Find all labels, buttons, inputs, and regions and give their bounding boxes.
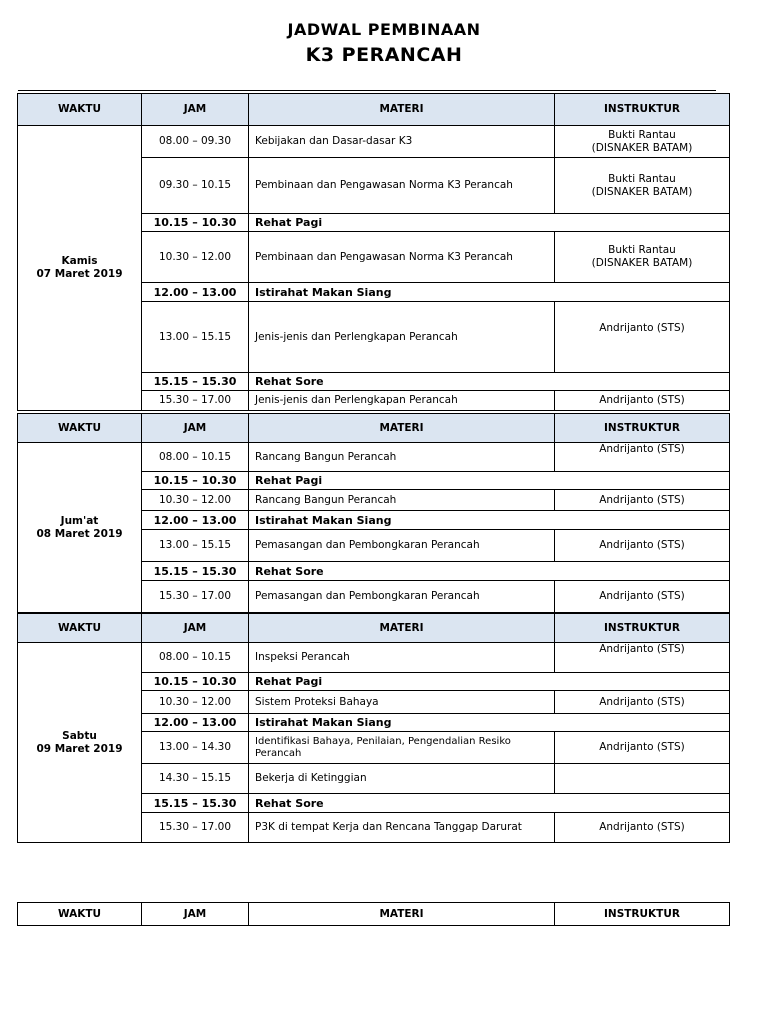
day-date: 07 Maret 2019 <box>36 268 123 280</box>
instruktur-cell: Andrijanto (STS) <box>555 391 730 411</box>
jam-cell: 15.30 – 17.00 <box>142 391 249 411</box>
jam-cell: 12.00 – 13.00 <box>142 511 249 530</box>
instruktur-cell <box>555 158 730 214</box>
day-date: 09 Maret 2019 <box>36 742 123 755</box>
break-label: Istirahat Makan Siang <box>249 511 730 530</box>
jam-cell: 08.00 – 09.30 <box>142 126 249 158</box>
jam-cell: 10.30 – 12.00 <box>142 691 249 714</box>
jam-cell: 08.00 – 10.15 <box>142 443 249 472</box>
jam-cell: 09.30 – 10.15 <box>142 158 249 214</box>
schedule-table-day-1 <box>17 93 730 411</box>
document-subtitle: K3 PERANCAH <box>305 44 463 66</box>
header-instruktur: INSTRUKTUR <box>555 614 730 643</box>
instruktur-name: Bukti Rantau <box>608 128 676 141</box>
day-cell <box>18 643 142 843</box>
day-cell <box>18 126 142 411</box>
materi-cell: Identifikasi Bahaya, Penilaian, Pengendalian Resiko Perancah <box>249 732 555 764</box>
day-name: Kamis <box>61 255 98 267</box>
jam-cell: 15.15 – 15.30 <box>142 373 249 391</box>
break-label: Rehat Pagi <box>249 673 730 691</box>
materi-cell: P3K di tempat Kerja dan Rencana Tanggap Darurat <box>249 813 555 843</box>
header-materi: MATERI <box>249 903 555 926</box>
table-header-row <box>18 414 730 443</box>
header-waktu: WAKTU <box>18 414 142 443</box>
jam-cell: 10.15 – 10.30 <box>142 673 249 691</box>
table-header-row <box>18 903 730 926</box>
header-waktu: WAKTU <box>18 903 142 926</box>
day-name: Jum'at <box>60 514 99 527</box>
header-jam: JAM <box>142 614 249 643</box>
jam-cell: 08.00 – 10.15 <box>142 643 249 673</box>
jam-cell: 10.30 – 12.00 <box>142 490 249 511</box>
day-cell <box>18 443 142 613</box>
break-label: Rehat Sore <box>249 562 730 581</box>
jam-cell: 14.30 – 15.15 <box>142 764 249 794</box>
break-label: Rehat Sore <box>249 794 730 813</box>
instruktur-name: Bukti Rantau <box>608 172 676 185</box>
schedule-table-day-3 <box>17 613 730 843</box>
instruktur-cell: Andrijanto (STS) <box>555 643 730 673</box>
table-row <box>18 126 730 158</box>
document-title: JADWAL PEMBINAAN <box>287 20 481 39</box>
jam-cell: 10.30 – 12.00 <box>142 232 249 283</box>
header-jam: JAM <box>142 414 249 443</box>
header-materi: MATERI <box>249 94 555 126</box>
materi-cell: Rancang Bangun Perancah <box>249 443 555 472</box>
day-date: 08 Maret 2019 <box>36 527 123 540</box>
table-header-row <box>18 94 730 126</box>
schedule-table-next <box>17 902 730 926</box>
break-label: Rehat Pagi <box>249 472 730 490</box>
schedule-table-day-2 <box>17 413 730 613</box>
materi-cell: Bekerja di Ketinggian <box>249 764 555 794</box>
instruktur-cell <box>555 232 730 283</box>
jam-cell: 12.00 – 13.00 <box>142 283 249 302</box>
materi-cell: Pembinaan dan Pengawasan Norma K3 Perancah <box>249 158 555 214</box>
table-row <box>18 643 730 673</box>
day-name: Sabtu <box>62 729 97 742</box>
jam-cell: 15.15 – 15.30 <box>142 794 249 813</box>
instruktur-name: Bukti Rantau <box>608 244 676 256</box>
instruktur-cell: Andrijanto (STS) <box>555 691 730 714</box>
header-instruktur: INSTRUKTUR <box>555 94 730 126</box>
jam-cell: 15.30 – 17.00 <box>142 813 249 843</box>
break-label: Rehat Pagi <box>249 214 730 232</box>
instruktur-cell <box>555 764 730 794</box>
instruktur-org: (DISNAKER BATAM) <box>591 141 693 154</box>
instruktur-cell <box>555 126 730 158</box>
instruktur-org: (DISNAKER BATAM) <box>591 185 693 198</box>
instruktur-cell: Andrijanto (STS) <box>555 443 730 472</box>
jam-cell: 13.00 – 15.15 <box>142 302 249 373</box>
instruktur-cell: Andrijanto (STS) <box>555 530 730 562</box>
materi-cell: Jenis-jenis dan Perlengkapan Perancah <box>249 302 555 373</box>
materi-cell: Jenis-jenis dan Perlengkapan Perancah <box>249 391 555 411</box>
materi-cell: Inspeksi Perancah <box>249 643 555 673</box>
break-label: Rehat Sore <box>249 373 730 391</box>
header-materi: MATERI <box>249 614 555 643</box>
materi-cell: Pembinaan dan Pengawasan Norma K3 Perancah <box>249 232 555 283</box>
table-header-row <box>18 614 730 643</box>
materi-cell: Kebijakan dan Dasar-dasar K3 <box>249 126 555 158</box>
jam-cell: 10.15 – 10.30 <box>142 472 249 490</box>
table-row <box>18 443 730 472</box>
materi-cell: Pemasangan dan Pembongkaran Perancah <box>249 581 555 613</box>
instruktur-cell: Andrijanto (STS) <box>555 490 730 511</box>
jam-cell: 12.00 – 13.00 <box>142 714 249 732</box>
materi-cell: Pemasangan dan Pembongkaran Perancah <box>249 530 555 562</box>
instruktur-cell: Andrijanto (STS) <box>555 813 730 843</box>
jam-cell: 13.00 – 15.15 <box>142 530 249 562</box>
instruktur-cell: Andrijanto (STS) <box>555 581 730 613</box>
header-materi: MATERI <box>249 414 555 443</box>
break-label: Istirahat Makan Siang <box>249 714 730 732</box>
instruktur-cell: Andrijanto (STS) <box>555 302 730 373</box>
header-jam: JAM <box>142 903 249 926</box>
header-waktu: WAKTU <box>18 94 142 126</box>
materi-cell: Rancang Bangun Perancah <box>249 490 555 511</box>
instruktur-org: (DISNAKER BATAM) <box>591 257 693 269</box>
title-divider <box>18 90 716 91</box>
instruktur-cell: Andrijanto (STS) <box>555 732 730 764</box>
materi-cell: Sistem Proteksi Bahaya <box>249 691 555 714</box>
header-instruktur: INSTRUKTUR <box>555 903 730 926</box>
jam-cell: 15.15 – 15.30 <box>142 562 249 581</box>
header-jam: JAM <box>142 94 249 126</box>
header-waktu: WAKTU <box>18 614 142 643</box>
header-instruktur: INSTRUKTUR <box>555 414 730 443</box>
jam-cell: 13.00 – 14.30 <box>142 732 249 764</box>
jam-cell: 15.30 – 17.00 <box>142 581 249 613</box>
jam-cell: 10.15 – 10.30 <box>142 214 249 232</box>
break-label: Istirahat Makan Siang <box>249 283 730 302</box>
